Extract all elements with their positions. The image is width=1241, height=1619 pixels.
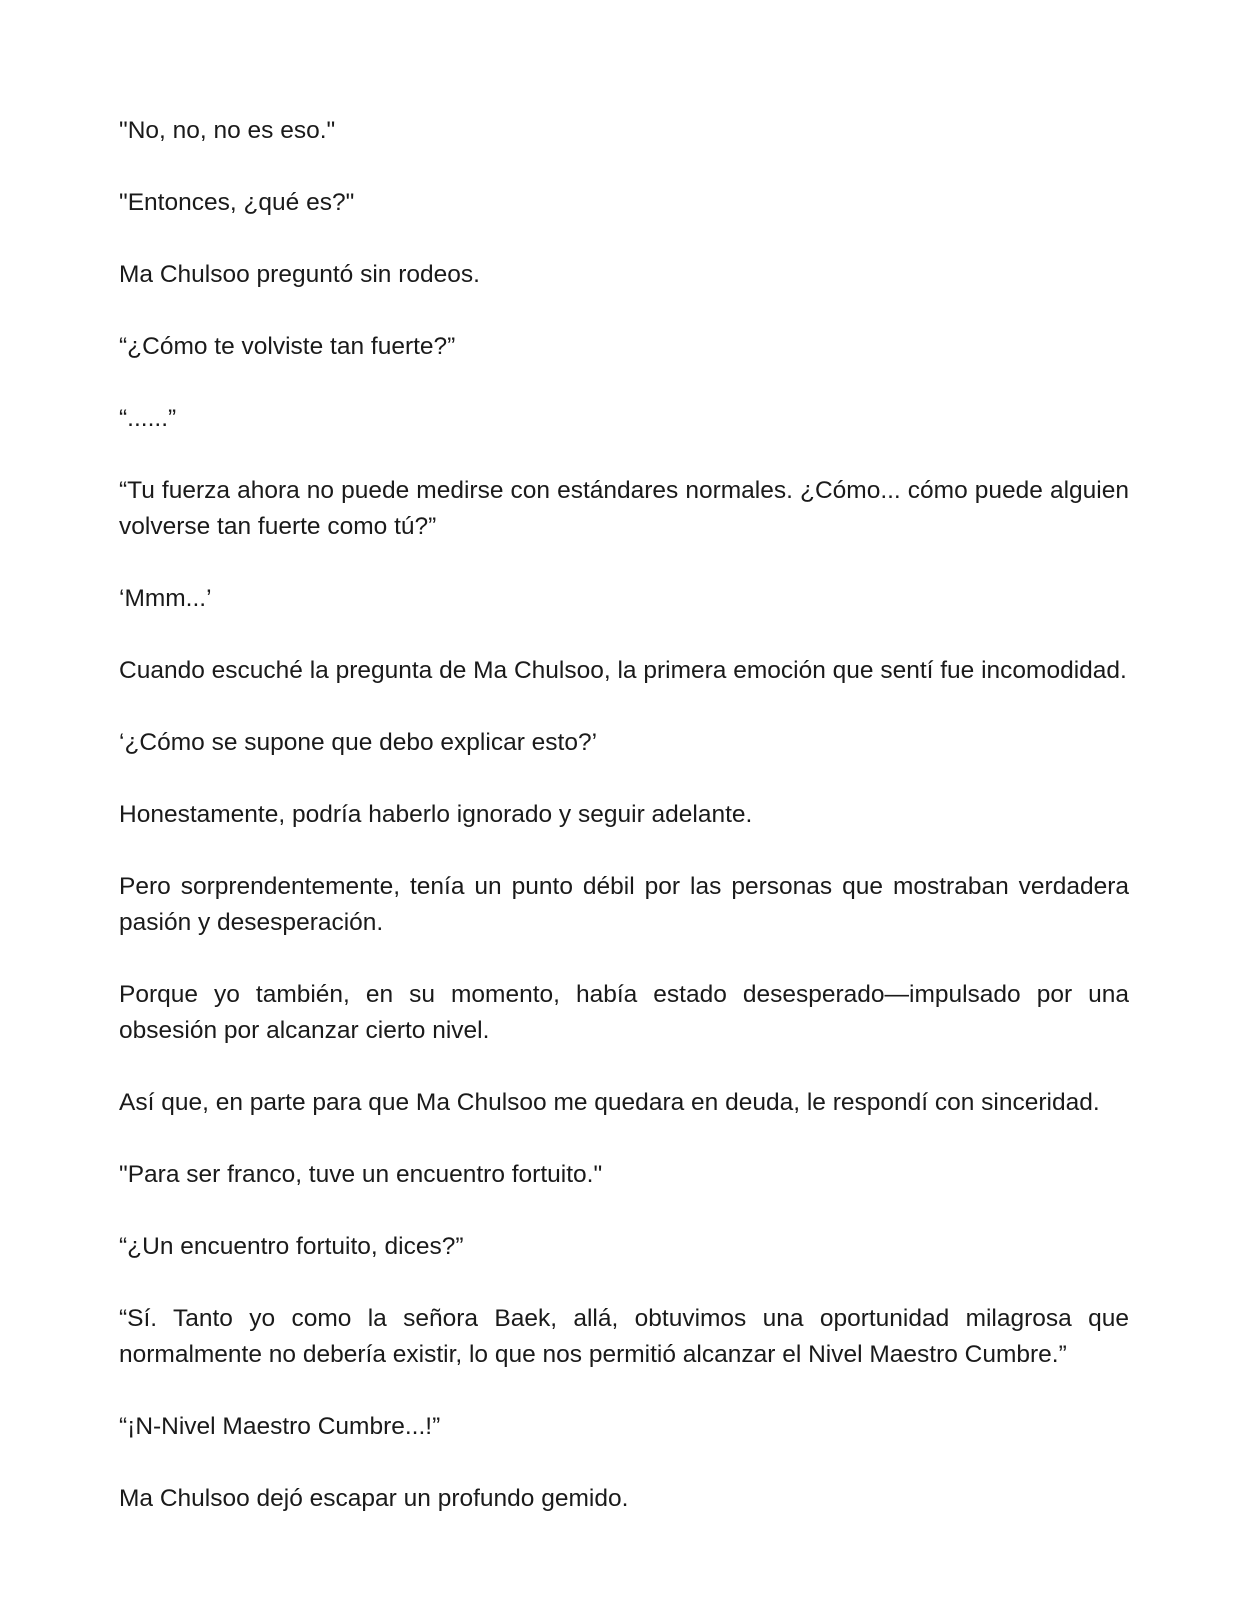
paragraph-1: "No, no, no es eso."	[119, 117, 336, 144]
paragraph-15: “¿Un encuentro fortuito, dices?”	[119, 1233, 464, 1260]
paragraph-11: Pero sorprendentemente, tenía un punto débil por las personas que mostraban verdadera pasión y desesperación.	[119, 873, 1129, 936]
paragraph-10: Honestamente, podría haberlo ignorado y seguir adelante.	[119, 801, 753, 828]
paragraph-6: “Tu fuerza ahora no puede medirse con estándares normales. ¿Cómo... cómo puede alguien volverse tan fuerte como tú?”	[119, 477, 1129, 540]
paragraph-4: “¿Cómo te volviste tan fuerte?”	[119, 333, 456, 360]
paragraph-5: “......”	[119, 405, 177, 432]
paragraph-12: Porque yo también, en su momento, había estado desesperado—impulsado por una obsesión por alcanzar cierto nivel.	[119, 981, 1129, 1044]
paragraph-3: Ma Chulsoo preguntó sin rodeos.	[119, 261, 480, 288]
paragraph-9: ‘¿Cómo se supone que debo explicar esto?’	[119, 729, 598, 756]
paragraph-7: ‘Mmm...’	[119, 585, 212, 612]
paragraph-16: “Sí. Tanto yo como la señora Baek, allá, obtuvimos una oportunidad milagrosa que normalmente no debería existir, lo que nos permitió alcanzar el Nivel Maestro Cumbre.”	[119, 1305, 1129, 1368]
document-body	[119, 113, 1129, 1553]
paragraph-17: “¡N-Nivel Maestro Cumbre...!”	[119, 1413, 441, 1440]
paragraph-14: "Para ser franco, tuve un encuentro fortuito."	[119, 1161, 603, 1188]
paragraph-13: Así que, en parte para que Ma Chulsoo me quedara en deuda, le respondí con sinceridad.	[119, 1089, 1100, 1116]
paragraph-18: Ma Chulsoo dejó escapar un profundo gemido.	[119, 1485, 629, 1512]
paragraph-8: Cuando escuché la pregunta de Ma Chulsoo, la primera emoción que sentí fue incomodidad.	[119, 657, 1127, 684]
paragraph-2: "Entonces, ¿qué es?"	[119, 189, 355, 216]
